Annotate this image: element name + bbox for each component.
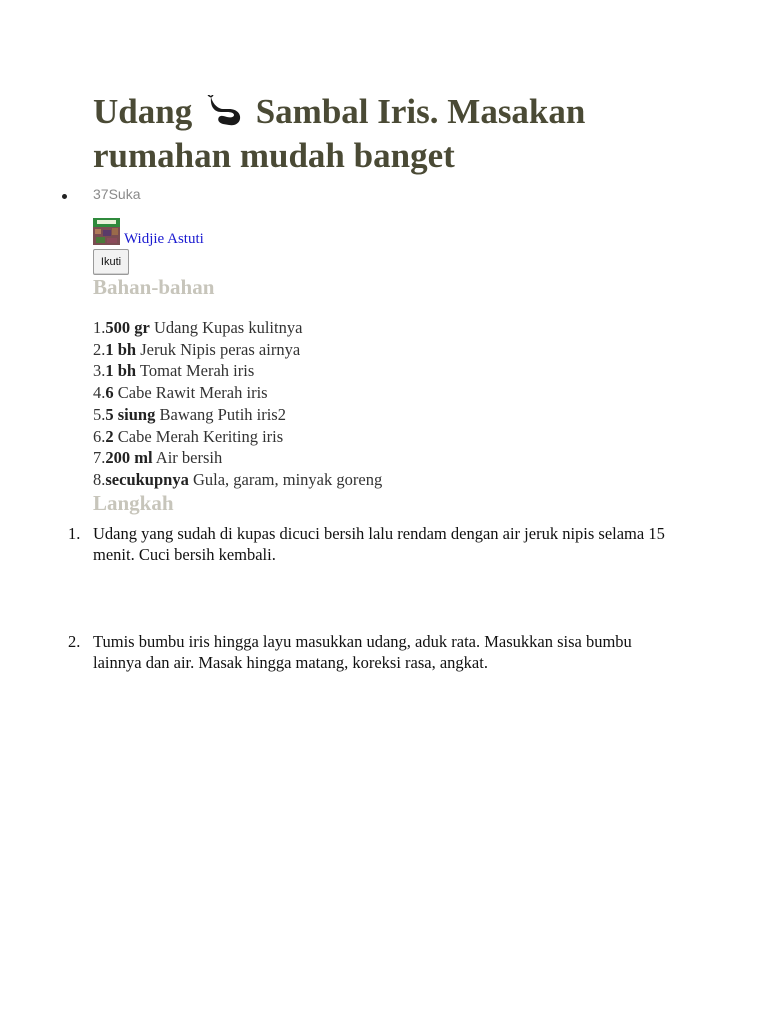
ingredient-name: Udang Kupas kulitnya bbox=[149, 318, 303, 337]
ingredient-number: 7. bbox=[93, 448, 106, 468]
ingredient-name: Cabe Rawit Merah iris bbox=[113, 383, 268, 403]
ingredient-number: 2. bbox=[93, 339, 106, 359]
ingredient-item bbox=[93, 382, 382, 404]
bullet-dot bbox=[62, 194, 67, 199]
ingredient-name: Air bersih bbox=[152, 448, 223, 468]
ingredient-item bbox=[93, 447, 382, 469]
steps-heading: Langkah bbox=[93, 491, 174, 515]
ingredient-name: Cabe Merah Keriting iris bbox=[113, 426, 284, 446]
likes-count[interactable]: 37Suka bbox=[93, 186, 141, 202]
title-part-2: Sambal Iris. Masakan rumahan mudah banget bbox=[93, 92, 586, 175]
ingredients-heading: Bahan-bahan bbox=[93, 275, 215, 299]
step-item bbox=[68, 523, 678, 565]
ingredient-item bbox=[93, 469, 382, 491]
ingredient-item bbox=[93, 360, 382, 382]
ingredient-name: Jeruk Nipis peras airnya bbox=[136, 339, 301, 359]
follow-button[interactable]: Ikuti bbox=[93, 249, 129, 275]
ingredient-number: 6. bbox=[93, 426, 106, 446]
ingredient-number: 8. bbox=[93, 469, 106, 489]
author-name-link[interactable]: Widjie Astuti bbox=[124, 231, 204, 247]
title-part-1: Udang bbox=[93, 92, 201, 131]
ingredient-quantity: 5 siung bbox=[105, 404, 156, 424]
step-text: Udang yang sudah di kupas dicuci bersih lalu rendam dengan air jeruk nipis selama 15 menit. Cuci bersih kembali. bbox=[93, 524, 665, 564]
ingredient-number: 4. bbox=[93, 383, 106, 403]
ingredient-quantity: 1 bh bbox=[105, 361, 137, 381]
step-number: 1. bbox=[68, 524, 81, 543]
author-avatar[interactable] bbox=[93, 218, 120, 245]
likes-row bbox=[62, 184, 140, 204]
step-list-2 bbox=[68, 631, 678, 673]
ingredient-number: 5. bbox=[93, 404, 106, 424]
ingredients-list bbox=[93, 317, 382, 491]
ingredient-item bbox=[93, 426, 382, 448]
step-number: 2. bbox=[68, 632, 81, 651]
recipe-title bbox=[93, 90, 713, 178]
ingredient-name: Gula, garam, minyak goreng bbox=[188, 469, 383, 489]
ingredient-name: Bawang Putih iris2 bbox=[155, 404, 286, 424]
ingredient-item bbox=[93, 404, 382, 426]
ingredient-quantity: secukupnya bbox=[105, 469, 189, 489]
ingredient-number: 1. bbox=[93, 318, 106, 337]
ingredient-quantity: 200 ml bbox=[105, 448, 153, 468]
ingredient-item bbox=[93, 339, 382, 361]
step-list-1 bbox=[68, 523, 678, 565]
shrimp-icon bbox=[207, 95, 243, 127]
ingredient-item bbox=[93, 317, 382, 339]
ingredient-quantity: 500 gr bbox=[105, 318, 150, 337]
ingredient-quantity: 6 bbox=[105, 383, 114, 403]
ingredient-quantity: 1 bh bbox=[105, 339, 137, 359]
step-text: Tumis bumbu iris hingga layu masukkan udang, aduk rata. Masukkan sisa bumbu lainnya dan air. Masak hingga matang, koreksi rasa, angkat. bbox=[93, 632, 632, 672]
ingredient-number: 3. bbox=[93, 361, 106, 381]
ingredient-quantity: 2 bbox=[105, 426, 114, 446]
ingredient-name: Tomat Merah iris bbox=[136, 361, 255, 381]
avatar-image bbox=[93, 218, 120, 245]
step-item bbox=[68, 631, 678, 673]
